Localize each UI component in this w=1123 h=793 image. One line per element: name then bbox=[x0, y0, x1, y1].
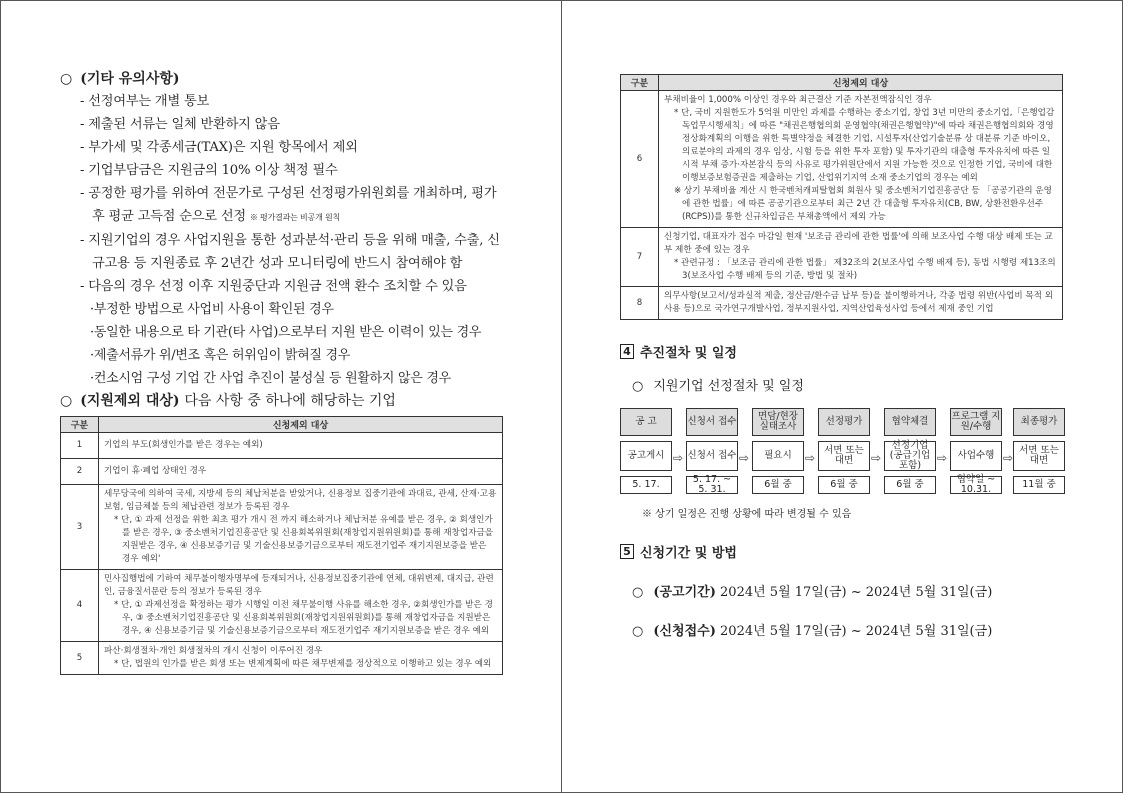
table-header: 구분 신청제외 대상 bbox=[61, 417, 503, 433]
table-row: 7 신청기업, 대표자가 접수 마감일 현재 '보조금 관리에 관한 법률'에 의해 보조사업 수행 대상 배제 또는 교부 제한 중에 있는 경우 * 관련규정 : 「보조금 관리에 관한 법률」 제32조의 2(보조사업 수행 배제 등), 동법 시행령 제13조의3(보조사업 수행 배제 등의 기준, 방법 및 절차) bbox=[621, 228, 1063, 287]
table-row: 8 의무사항(보고서/성과실적 제출, 정산금/환수금 납부 등)을 불이행하거나, 각종 법령 위반(사업비 목적 외 사용 등)으로 국가연구개발사업, 정부지원사업, 지역산업육성사업 등에서 제재 중인 기업 bbox=[621, 287, 1063, 320]
table-row: 2 기업이 휴·폐업 상태인 경우 bbox=[61, 459, 503, 485]
sub-item: ·제출서류가 위/변조 혹은 허위임이 밝혀질 경우 bbox=[90, 348, 350, 363]
exclusion-table-right bbox=[620, 74, 1063, 320]
flow-step: 프로그램 지원/수행 사업수행 협약일 ~ 10.31. bbox=[950, 408, 1002, 494]
flow-note: ※ 상기 일정은 진행 상황에 따라 변경될 수 있음 bbox=[642, 509, 852, 520]
right-page bbox=[620, 74, 1065, 639]
application-period: ○ (신청접수) 2024년 5월 17일(금) ~ 2024년 5월 31일(금) bbox=[632, 624, 993, 639]
arrow-icon: ⇨ bbox=[871, 451, 882, 465]
section4-heading: 4 추진절차 및 일정 bbox=[620, 342, 1065, 361]
table-row: 1 기업의 부도(회생인가를 받은 경우는 예외) bbox=[61, 433, 503, 459]
sub-item: ·동일한 내용으로 타 기관(타 사업)으로부터 지원 받은 이력이 있는 경우 bbox=[90, 325, 482, 340]
etc-bullets bbox=[80, 90, 505, 298]
flow-step: 협약체결 선정기업 (공급기업 포함) 6월 중 bbox=[884, 408, 936, 494]
table-row: 3 세무당국에 의하여 국세, 지방세 등의 체납처분을 받았거나, 신용정보 집중기관에 과대료, 관세, 산재·고용보험, 임금체불 등의 체납관련 정보가 등록된 경우 * 단, ① 과제 선정을 위한 최초 평가 개시 전 까지 해소하거나 체납처분 유예를 받은 경우, ② 회생인가를 받은 경우, ③ 중소벤처기업진흥공단 및 신용회복위원회(재창업지원위원회)를 통해 재창업자금을 지원받은 경우, ④ 신용보증기금 및 기술신용보증기금으로부터 재도전기업주 재기지원보증을 받은 경우 예외' bbox=[61, 485, 503, 570]
table-header: 구분 신청제외 대상 bbox=[621, 75, 1063, 91]
arrow-icon: ⇨ bbox=[1003, 451, 1014, 465]
flow-step: 신청서 접수 신청서 접수 5. 17. ~ 5. 31. bbox=[686, 408, 738, 494]
flow-step: 면담/현장 실태조사 필요시 6월 중 bbox=[752, 408, 804, 494]
arrow-icon: ⇨ bbox=[805, 451, 816, 465]
bullet-item: - 다음의 경우 선정 이후 지원중단과 지원금 전액 환수 조치할 수 있음 bbox=[80, 279, 467, 294]
eval-note: ※ 평가결과는 비공개 원칙 bbox=[249, 213, 341, 222]
flow-step: 최종평가 서면 또는 대면 11월 중 bbox=[1013, 408, 1065, 494]
process-flow bbox=[620, 408, 1065, 503]
sub-item: ·부정한 방법으로 사업비 사용이 확인된 경우 bbox=[90, 302, 334, 317]
bullet-item: - 공정한 평가를 위하여 전문가로 구성된 선정평가위원회를 개최하며, 평가 후 평균 고득점 순으로 선정 ※ 평가결과는 비공개 원칙 bbox=[80, 186, 497, 224]
bullet-item: - 기업부담금은 지원금의 10% 이상 책정 필수 bbox=[80, 163, 338, 178]
bullet-item: - 지원기업의 경우 사업지원을 통한 성과분석·관리 등을 위해 매출, 수출, 신규고용 등 지원종료 후 2년간 성과 모니터링에 반드시 참여해야 함 bbox=[80, 233, 500, 271]
section5-heading: 5 신청기간 및 방법 bbox=[620, 542, 1065, 561]
section4-sub: ○ 지원기업 선정절차 및 일정 bbox=[632, 379, 804, 394]
bullet-item: - 부가세 및 각종세금(TAX)은 지원 항목에서 제외 bbox=[80, 140, 358, 155]
arrow-icon: ⇨ bbox=[937, 451, 948, 465]
table-row: 6 부채비율이 1,000% 이상인 경우와 최근결산 기준 자본전액잠식인 경우 * 단, 국비 지원한도가 5억원 미만인 과제를 수행하는 중소기업, 창업 3년 미만의 중소기업,「은행업감독업무시행세칙」에 따른 "채권은행협의회 운영협약(채권은행협약)"에 따라 채권은행협의회와 경영정상화계획의 이행을 위한 특별약정을 체결한 기업, 시설투자(산업기술분류 상 대분류 기준 바이오,의료분야의 과제의 경우 임상, 시험 등을 위한 투자 포함) 및 투자기관의 대출형 투자유치에 따른 일시적 부채 증가·자본잠식 등의 사유로 평가위원단에서 지원 가능한 것으로 인정한 기업, 국비에 대한 이행보증보험증권을 제출하는 기업, 산업위기지역 소재 중소기업의 경우는 예외 ※ 상기 부채비율 계산 시 한국벤처캐피탈협회 회원사 및 중소벤처기업진흥공단 등 「공공기관의 운영에 관한 법률」에 따른 공공기관으로부터 최근 2년 간 대출형 투자유치(CB, BW, 상환전환우선주(RCPS))를 통한 신규차입금은 부채총액에서 제외 가능 bbox=[621, 91, 1063, 228]
exclusion-table-left bbox=[60, 416, 503, 675]
flow-step: 공 고 공고게시 5. 17. bbox=[620, 408, 672, 494]
page-divider bbox=[561, 0, 562, 793]
arrow-icon: ⇨ bbox=[739, 451, 750, 465]
etc-heading: ○ (기타 유의사항) bbox=[60, 71, 180, 87]
table-row: 4 민사집행법에 기하여 채무불이행자명부에 등재되거나, 신용정보집중기관에 연체, 대위변제, 대지급, 관련인, 금융질서문란 등의 정보가 등록된 경우 * 단, ① 과제선정을 확정하는 평가 시행일 이전 채무불이행 사유를 해소한 경우, ②회생인가를 받은 경우, ③ 중소벤처기업진흥공단 및 신용회복위원회(재창업지원위원회)를 통해 재창업자금을 지원받은 경우, ④ 신용보증기금 및 기술신용보증기금으로부터 재도전기업주 재기지원보증을 받은 경우 예외 bbox=[61, 570, 503, 642]
arrow-icon: ⇨ bbox=[673, 451, 684, 465]
refund-subitems bbox=[90, 298, 505, 390]
table-row: 5 파산·회생절차·개인 회생절차의 개시 신청이 이루어진 경우 * 단, 법원의 인가를 받은 회생 또는 변제계획에 따른 채무변제를 정상적으로 이행하고 있는 경우 예외 bbox=[61, 642, 503, 675]
left-page bbox=[60, 68, 505, 675]
bullet-item: - 제출된 서류는 일체 반환하지 않음 bbox=[80, 117, 280, 132]
excl-heading: ○ (지원제외 대상) 다음 사항 중 하나에 해당하는 기업 bbox=[60, 393, 396, 409]
announce-period: ○ (공고기간) 2024년 5월 17일(금) ~ 2024년 5월 31일(금) bbox=[632, 585, 993, 600]
sub-item: ·컨소시엄 구성 기업 간 사업 추진이 불성실 등 원활하지 않은 경우 bbox=[90, 371, 451, 386]
flow-step: 선정평가 서면 또는 대면 6월 중 bbox=[818, 408, 870, 494]
bullet-item: - 선정여부는 개별 통보 bbox=[80, 94, 210, 109]
